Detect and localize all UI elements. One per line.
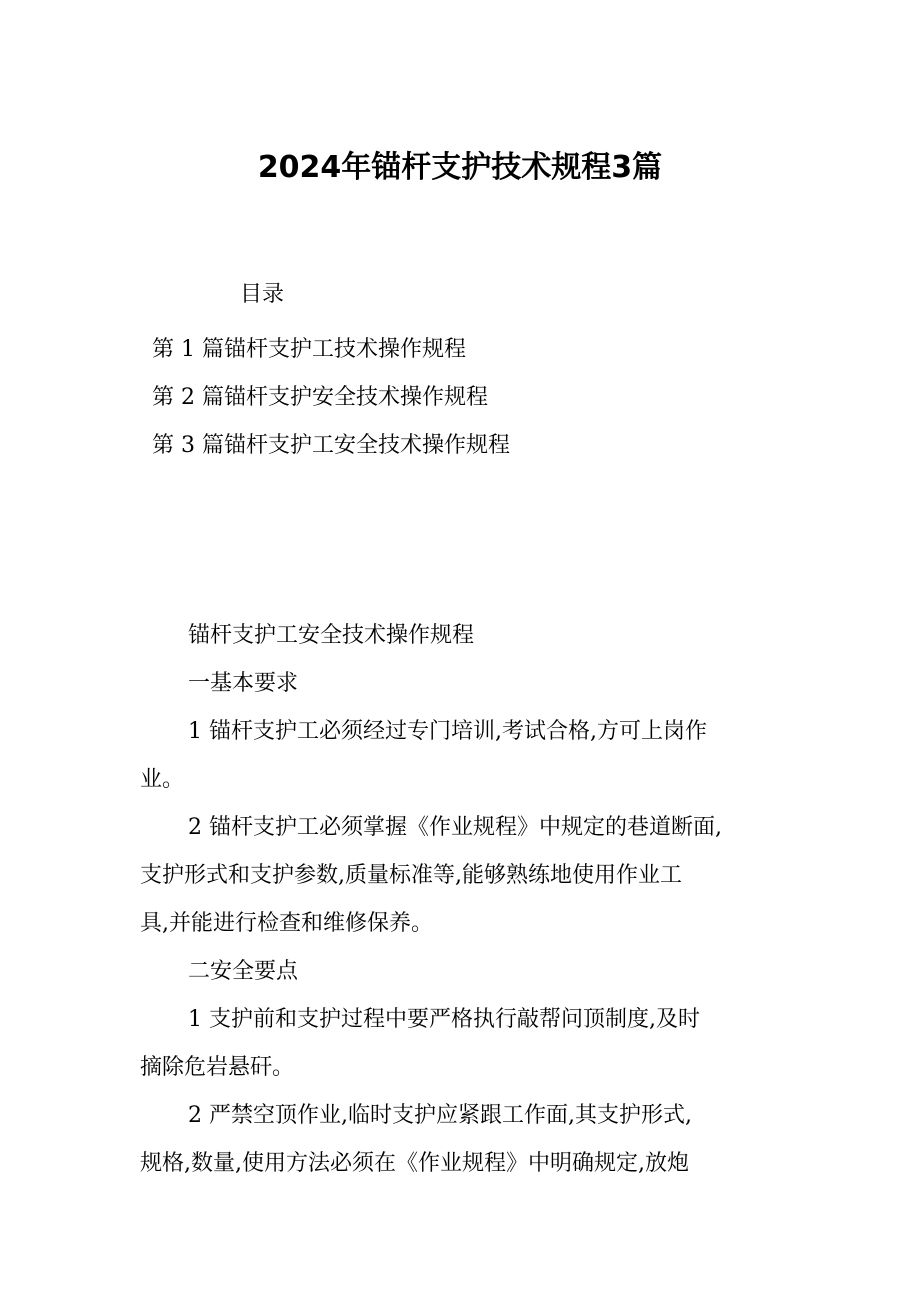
toc-item-1[interactable]: 第 1 篇锚杆支护工技术操作规程 bbox=[152, 337, 466, 362]
paragraph-2 bbox=[140, 804, 800, 948]
heading-safety-points: 二安全要点 bbox=[188, 959, 299, 984]
paragraph-4 bbox=[140, 1092, 800, 1188]
paragraph-line: 具,并能进行检查和维修保养。 bbox=[140, 911, 433, 936]
paragraph-line: 1 支护前和支护过程中要严格执行敲帮问顶制度,及时 bbox=[188, 1007, 700, 1032]
paragraph-line: 支护形式和支护参数,质量标准等,能够熟练地使用作业工 bbox=[140, 863, 682, 888]
toc-item-3[interactable]: 第 3 篇锚杆支护工安全技术操作规程 bbox=[152, 433, 510, 458]
paragraph-line: 摘除危岩悬矸。 bbox=[140, 1055, 295, 1080]
paragraph-line: 规格,数量,使用方法必须在《作业规程》中明确规定,放炮 bbox=[140, 1151, 689, 1176]
paragraph-3 bbox=[140, 996, 800, 1092]
section-title: 锚杆支护工安全技术操作规程 bbox=[188, 623, 475, 648]
toc-list bbox=[152, 326, 510, 470]
paragraph-1 bbox=[140, 708, 800, 804]
toc-heading: 目录 bbox=[240, 282, 285, 307]
paragraph-line: 2 严禁空顶作业,临时支护应紧跟工作面,其支护形式, bbox=[188, 1103, 692, 1128]
document-title: 2024年锚杆支护技术规程3篇 bbox=[257, 150, 663, 185]
document-body bbox=[140, 612, 800, 1188]
heading-basic-requirements: 一基本要求 bbox=[188, 671, 299, 696]
paragraph-line: 业。 bbox=[140, 767, 185, 792]
toc-item-2[interactable]: 第 2 篇锚杆支护安全技术操作规程 bbox=[152, 385, 488, 410]
paragraph-line: 2 锚杆支护工必须掌握《作业规程》中规定的巷道断面, bbox=[188, 815, 722, 840]
paragraph-line: 1 锚杆支护工必须经过专门培训,考试合格,方可上岗作 bbox=[188, 719, 707, 744]
